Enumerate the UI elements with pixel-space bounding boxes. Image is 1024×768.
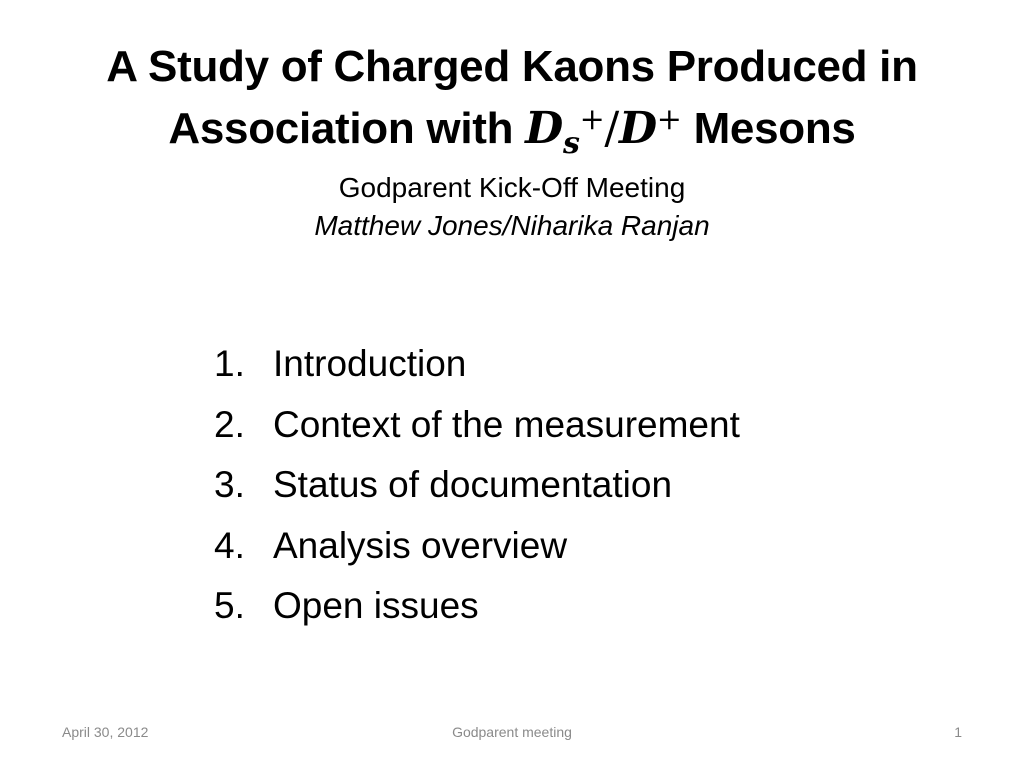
agenda-item-text: Introduction xyxy=(273,343,467,384)
formula-d1: D xyxy=(525,103,563,154)
agenda-list xyxy=(214,334,740,637)
agenda-item xyxy=(214,516,740,577)
agenda-item-text: Status of documentation xyxy=(273,464,673,505)
title-block xyxy=(0,36,1024,245)
slide-subtitle: Godparent Kick-Off Meeting xyxy=(338,172,686,203)
agenda-item-number: 3. xyxy=(214,464,245,505)
formula-slash: / xyxy=(604,103,619,154)
agenda-item xyxy=(214,455,740,516)
meson-formula xyxy=(525,102,682,161)
footer-date: April 30, 2012 xyxy=(62,724,149,740)
title-line-2-prefix: Association with xyxy=(168,104,514,153)
title-line-2-suffix: Mesons xyxy=(693,104,856,153)
agenda-item xyxy=(214,576,740,637)
agenda-item-number: 4. xyxy=(214,524,245,566)
agenda-item-text: Open issues xyxy=(273,585,479,626)
agenda-item-number: 5. xyxy=(214,585,245,626)
formula-d2-superscript: + xyxy=(656,102,682,137)
title-line-1: A Study of Charged Kaons Produced in xyxy=(106,42,918,91)
formula-d1-subscript: s xyxy=(562,126,580,161)
agenda-item-text: Context of the measurement xyxy=(273,403,740,445)
agenda-item-number: 2. xyxy=(214,403,245,445)
formula-d1-superscript: + xyxy=(579,102,605,137)
formula-d2: D xyxy=(618,103,657,154)
agenda-item-text: Analysis overview xyxy=(273,524,568,566)
slide-authors: Matthew Jones/Niharika Ranjan xyxy=(314,210,710,241)
agenda-item xyxy=(214,395,740,456)
agenda-item xyxy=(214,334,740,395)
slide-title xyxy=(0,36,1024,165)
footer-title: Godparent meeting xyxy=(452,724,572,740)
agenda-item-number: 1. xyxy=(214,343,245,384)
footer-page-number: 1 xyxy=(954,724,962,740)
